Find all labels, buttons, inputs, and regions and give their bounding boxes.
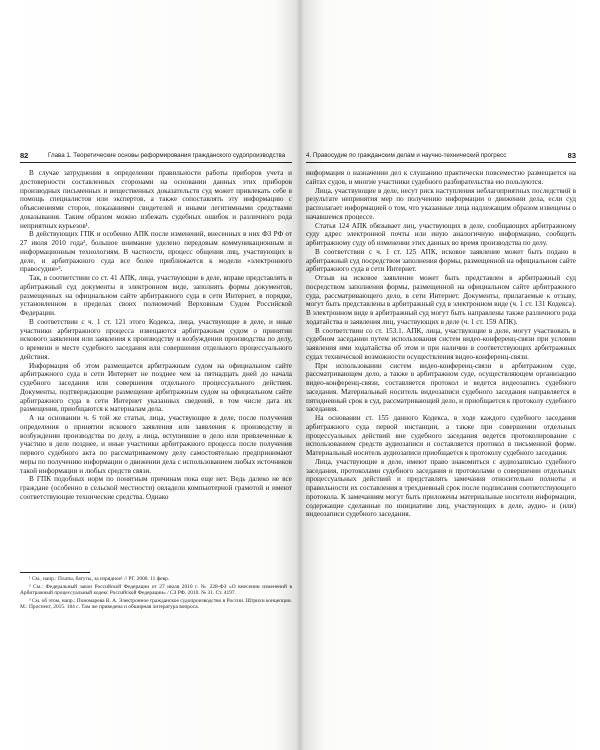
paragraph: При использовании систем видео-конференц-связи в арбитражном суде, рассматривающем дело, а также в арбитражном суде, осуществляющем организацию видео-конференц-связи, составляется протокол и ведется видеозапись судебного заседания. Материальный носитель видеозаписи судебного заседания направляется в пятидневный срок в суд, рассматривающий дело, и приобщается к протоколу судебного заседания.: [306, 361, 576, 414]
footnote: ² См.: Федеральный закон Российской Федерации от 27 июля 2010 г. № 228-ФЗ «О внесении изменений в Арбитражный процессуальный кодекс Российской Федерации» / СЗ РФ. 2010. № 31. Ст. 4197.: [20, 583, 292, 597]
paragraph: На основании ст. 155 данного Кодекса, в ходе каждого судебного заседания арбитражного суда первой инстанции, а также при совершении отдельных процессуальных действий вне судебного заседания ведется протоколирование с использованием средств аудиозаписи и составляется протокол в письменной форме. Материальный носитель аудиозаписи приобщается к протоколу судебного заседания.: [306, 414, 576, 457]
left-body-text: [20, 169, 292, 502]
right-page-number: 83: [567, 151, 576, 160]
footnote: ¹ См., напр.: Платы, батуты, за изрядное! // РГ. 2000. 11 февр.: [29, 576, 170, 582]
paragraph: В действующих ГПК и особенно АПК после изменений, внесенных в них ФЗ РФ от 27 июля 2010 года², большое внимание уделено передовым коммуникационным и информационным технологиям. В частности, процесс общения лиц, участвующих в деле, и арбитражного суда все более приближается к модели «электронного правосудия»³.: [20, 230, 292, 274]
left-running-head-text: Глава 1. Теоретические основы реформирования гражданского судопроизводства: [48, 152, 286, 159]
left-page-number: 82: [20, 151, 29, 160]
left-page: [20, 0, 292, 750]
paragraph: Статья 124 АПК обязывает лиц, участвующих в деле, сообщающих арбитражному суду адрес электронной почты или иную аналогичную информацию, сообщить арбитражному суду об изменении этих данных во время производства по делу.: [306, 221, 576, 247]
paragraph: А на основании ч. 6 той же статьи, лица, участвующие в деле, после получения определения о принятии искового заявления или заявления к производству и возбуждении производства по делу, а лица, вступившие в дело или привлеченные к участию в деле позднее, и иные участники арбитражного процесса после получения первого судебного акта по рассматриваемому делу самостоятельно предпринимают меры по получению информации о движении дела с использованием любых источников такой информации и любых средств связи.: [20, 414, 292, 475]
right-running-head: [306, 150, 576, 163]
left-running-head: [20, 150, 292, 163]
paragraph: Лица, участвующие в деле, имеют право знакомиться с аудиозаписью судебного заседания, протоколами судебного заседания и протоколами о совершении отдельных процессуальных действий и представлять замечания относительно полноты и правильности их составления в трехдневный срок после подписания соответствующего протокола. К замечаниям могут быть приложены материальные носители информации, содержащие сделанные по инициативе лиц, участвующих в деле, аудио- и (или) видеозаписи судебного заседания.: [306, 457, 576, 519]
book-gutter: [296, 0, 304, 750]
paragraph: В соответствии с ч. 1 ст. 121 этого Кодекса, лица, участвующие в деле, и иные участники арбитражного процесса извещаются арбитражным судом о принятии искового заявления или заявления к производству и возбуждении производства по делу, о времени и месте судебного заседания или совершения отдельного процессуального действия.: [20, 317, 292, 361]
paragraph: В ГПК подобных норм по понятным причинам пока еще нет. Ведь далеко не все граждане (особенно в сельской местности) овладели компьютерной грамотой и имеют соответствующие технические средства. Однако: [20, 475, 292, 501]
paragraph: Информация об этом размещается арбитражным судом на официальном сайте арбитражного суда в сети Интернет не позднее чем за пятнадцать дней до начала судебного заседания или совершения отдельного процессуального действия. Документы, подтверждающие размещение арбитражным судом на официальном сайте арбитражного суда в сети Интернет указанных сведений, в том числе дата их размещения, приобщаются к материалам дела.: [20, 361, 292, 414]
paragraph: информация о назначении дел к слушанию практически повсеместно размещается на сайтах судов, и многие участники судебного разбирательства ею пользуются.: [306, 169, 576, 186]
paragraph: Отзыв на исковое заявление может быть представлен в арбитражный суд посредством заполнения формы, размещенной на официальном сайте арбитражного суда, рассматривающего дело, в сети Интернет. Документы, прилагаемые к отзыву, могут быть представлены в арбитражный суд в электронном виде (ч. 1 ст. 131 Кодекса). В электронном виде в арбитражный суд могут быть направлены также различного рода ходатайства и заявления лиц, участвующих в деле (ч. 1 ст. 159 АПК).: [306, 274, 576, 326]
paragraph: В соответствии со ст. 153.1. АПК, лица, участвующие в деле, могут участвовать в судебном заседании путем использования систем видео-конференц-связи при условии заявления ими ходатайства об этом и при наличии в соответствующих арбитражных судах технической возможности осуществления видео-конференц-связи.: [306, 326, 576, 361]
paragraph: В соответствии с ч. 1 ст. 125 АПК, исковое заявление может быть подано в арбитражный суд посредством заполнения формы, размещенной на официальном сайте арбитражного суда в сети Интернет.: [306, 247, 576, 274]
paragraph: Лица, участвующие в деле, несут риск наступления неблагоприятных последствий в результате непринятия мер по получению информации о движении дела, если суд располагает информацией о том, что указанные лица надлежащим образом извещены о начавшемся процессе.: [306, 186, 576, 221]
right-body-text: [306, 169, 576, 519]
paragraph: Так, в соответствии со ст. 41 АПК, лица, участвующие в деле, вправе представлять в арбитражный суд документы в электронном виде, заполнять формы документов, размещенных на официальном сайте арбитражного суда в сети Интернет, в порядке, установленном в пределах своих полномочий Верховным Судом Российской Федерации.: [20, 274, 292, 317]
footnote: ³ См. об этом, напр.: Пономарева В. А. Электронное гражданское судопроизводство в России. Штрихи концепции. М.: Проспект, 2015. 184 с. Там же приведена и обширная литература вопроса.: [20, 597, 292, 611]
footnote-rule: [20, 572, 90, 573]
right-running-head-text: 4. Правосудие по гражданским делам и научно-технический прогресс: [306, 152, 507, 159]
paragraph: В случае затруднения в определении правильности работы приборов учета и достоверности составленных сторонами на основании данных этих приборов производных письменных и вещественных доказательств суд может привлекать себе в помощь специалистов или экспертов, а также сопоставлять эту информацию с объяснениями сторон, показаниями свидетелей и иными легитимными средствами доказывания. Таким образом можно избежать судебных ошибок и различного рода неприятных курьезов¹.: [20, 169, 292, 230]
right-page: [306, 0, 576, 750]
left-footnotes: [20, 572, 292, 612]
